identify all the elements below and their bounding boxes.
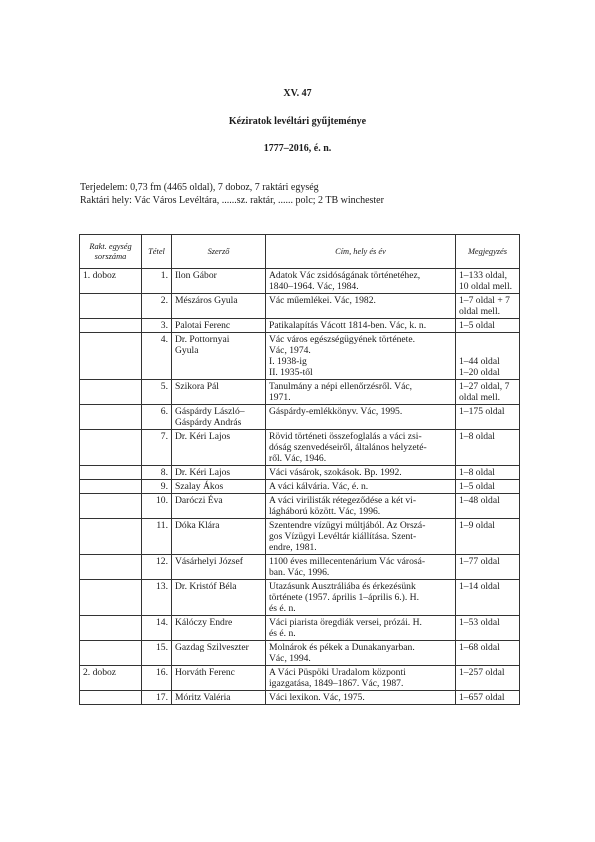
cell-box: 1. doboz [80,269,142,294]
cell-author-line: Dr. Pottornyai [175,334,230,345]
cell-title [266,641,456,666]
table-row [80,480,520,494]
cell-item-number: 11. [142,519,172,555]
cell-author [172,555,266,580]
cell-note [456,616,520,641]
cell-note-line: oldal mell. [459,306,501,317]
cell-author-line: Gáspárdy László– [175,406,245,417]
cell-note-line [459,345,516,356]
cell-note-line: oldal mell. [459,392,501,403]
cell-author [172,580,266,616]
cell-title-line: A váci kálvária. Vác, é. n. [269,481,369,492]
cell-item-number: 16. [142,666,172,691]
header-author: Szerző [172,235,266,269]
cell-title-line: II. 1935-től [269,367,313,378]
table-row [80,269,520,294]
cell-title-line: Váci piarista öregdiák versei, prózái. H. [269,617,422,628]
cell-note [456,519,520,555]
cell-title-line: Váci vásárok, szokások. Bp. 1992. [269,467,402,478]
cell-box [80,333,142,380]
inventory-table [79,234,520,705]
cell-author-line: Gazdag Szilveszter [175,642,249,653]
cell-box: 2. doboz [80,666,142,691]
cell-box [80,466,142,480]
table-row [80,494,520,519]
header-title: Cím, hely és év [266,235,456,269]
cell-note-line: 1–657 oldal [459,692,505,703]
cell-author [172,269,266,294]
table-body [80,269,520,705]
cell-author-line: Ilon Gábor [175,270,217,281]
cell-title [266,294,456,319]
cell-note [456,319,520,333]
cell-note-line: 1–68 oldal [459,642,500,653]
cell-item-number: 14. [142,616,172,641]
cell-title [266,616,456,641]
cell-title-line: ban. Vác, 1996. [269,567,330,578]
header-unit [80,235,142,269]
cell-box [80,405,142,430]
cell-author-line: Szalay Ákos [175,481,224,492]
extent-line: Terjedelem: 0,73 fm (4465 oldal), 7 doboz, 7 raktári egység [80,182,319,193]
cell-item-number: 13. [142,580,172,616]
header-unit-line: Rakt. egység [89,241,132,251]
cell-title [266,319,456,333]
cell-item-number: 3. [142,319,172,333]
cell-title-line: ről. Vác, 1946. [269,453,327,464]
cell-item-number: 9. [142,480,172,494]
cell-author [172,616,266,641]
cell-author-line: Szikora Pál [175,381,219,392]
cell-note [456,641,520,666]
cell-note-line: 1–5 oldal [459,320,495,331]
cell-box [80,580,142,616]
cell-note-line: 1–133 oldal, [459,270,507,281]
cell-note [456,666,520,691]
cell-note-line: 1–9 oldal [459,520,495,531]
cell-author-line: Daróczi Éva [175,495,223,506]
header-unit-line: sorszáma [94,251,127,261]
cell-note-line [459,334,516,345]
cell-title-line: Szentendre vízügyi múltjából. Az Orszá- [269,520,426,531]
cell-note [456,380,520,405]
cell-title-line: I. 1938-ig [269,356,307,367]
cell-title [266,580,456,616]
cell-title [266,405,456,430]
cell-box [80,380,142,405]
cell-author [172,494,266,519]
collection-dates: 1777–2016, é. n. [263,143,332,154]
cell-note-line: 1–53 oldal [459,617,500,628]
table-row [80,691,520,705]
table-row [80,580,520,616]
table-row [80,405,520,430]
cell-item-number: 4. [142,333,172,380]
cell-title-line: gos Vízügyi Levéltár kiállítása. Szent- [269,531,417,542]
cell-title-line: 1971. [269,392,291,403]
cell-title-line: A Váci Püspöki Uradalom központi [269,667,406,678]
cell-title [266,555,456,580]
cell-note [456,294,520,319]
table-row [80,555,520,580]
cell-item-number: 7. [142,430,172,466]
cell-item-number: 1. [142,269,172,294]
cell-title-line: dóság szenvedéseiről, általános helyzeté- [269,442,427,453]
cell-author [172,480,266,494]
cell-author-line: Vásárhelyi József [175,556,243,567]
cell-author [172,519,266,555]
cell-note [456,555,520,580]
cell-title-line: Vác, 1974. [269,345,311,356]
table-row [80,519,520,555]
table-header-row [80,235,520,269]
cell-author-line: Mészáros Gyula [175,295,238,306]
cell-title-line: Vác város egészségügyének története. [269,334,415,345]
cell-note-line: 1–8 oldal [459,431,495,442]
cell-author [172,319,266,333]
cell-note-line: 1–257 oldal [459,667,505,678]
cell-note-line: 1–14 oldal [459,581,500,592]
cell-note [456,466,520,480]
cell-note-line: 1–27 oldal, 7 [459,381,510,392]
table-row [80,616,520,641]
cell-box [80,294,142,319]
cell-note-line: 1–44 oldal [459,356,500,367]
cell-title-line: Vác műemlékei. Vác, 1982. [269,295,376,306]
cell-note [456,405,520,430]
cell-box [80,480,142,494]
cell-note [456,333,520,380]
table-row [80,641,520,666]
table-row [80,333,520,380]
table-row [80,466,520,480]
cell-author-line: Horváth Ferenc [175,667,235,678]
cell-title-line: Tanulmány a népi ellenőrzésről. Vác, [269,381,413,392]
cell-author-line: Móritz Valéria [175,692,231,703]
cell-title-line: 1100 éves millecentenárium Vác városá- [269,556,426,567]
cell-title-line: Molnárok és pékek a Dunakanyarban. [269,642,415,653]
cell-author-line: Dr. Kéri Lajos [175,467,231,478]
cell-title-line: lágháború között. Vác, 1996. [269,506,381,517]
cell-author [172,405,266,430]
cell-box [80,555,142,580]
cell-title [266,466,456,480]
table-row [80,666,520,691]
cell-note-line: 1–175 oldal [459,406,505,417]
cell-title-line: és é. n. [269,603,296,614]
cell-title-line: 1840–1964. Vác, 1984. [269,281,359,292]
cell-box [80,616,142,641]
cell-title [266,480,456,494]
cell-author [172,666,266,691]
cell-note-line: 1–7 oldal + 7 [459,295,510,306]
table-row [80,294,520,319]
cell-note [456,580,520,616]
cell-title [266,430,456,466]
cell-title-line: Gáspárdy-emlékkönyv. Vác, 1995. [269,406,403,417]
cell-note-line: 10 oldal mell. [459,281,513,292]
cell-item-number: 5. [142,380,172,405]
cell-title [266,691,456,705]
header-item: Tétel [142,235,172,269]
storage-location-line: Raktári hely: Vác Város Levéltára, ......sz. raktár, ...... polc; 2 TB winchester [80,195,384,206]
cell-note [456,691,520,705]
cell-item-number: 15. [142,641,172,666]
cell-item-number: 10. [142,494,172,519]
cell-title-line: Utazásunk Ausztráliába és érkezésünk [269,581,416,592]
cell-title-line: A váci virilisták rétegeződése a két vi- [269,495,417,506]
cell-title-line: Vác, 1994. [269,653,311,664]
cell-note-line: 1–48 oldal [459,495,500,506]
cell-item-number: 2. [142,294,172,319]
cell-item-number: 8. [142,466,172,480]
cell-title-line: endre, 1981. [269,542,317,553]
cell-item-number: 17. [142,691,172,705]
cell-title-line: Adatok Vác zsidóságának történetéhez, [269,270,421,281]
cell-author [172,691,266,705]
cell-title [266,333,456,380]
cell-item-number: 12. [142,555,172,580]
cell-author [172,430,266,466]
cell-author-line: Dr. Kéri Lajos [175,431,231,442]
cell-author [172,641,266,666]
cell-author-line: Gáspárdy András [175,417,242,428]
cell-author [172,333,266,380]
cell-title [266,269,456,294]
cell-title-line: Patikalapítás Vácott 1814-ben. Vác, k. n. [269,320,427,331]
cell-box [80,319,142,333]
cell-title-line: Rövid történeti összefoglalás a váci zsi- [269,431,422,442]
table-row [80,380,520,405]
cell-note-line: 1–20 oldal [459,367,500,378]
cell-box [80,430,142,466]
collection-code: XV. 47 [283,88,312,99]
cell-box [80,494,142,519]
collection-title: Kéziratok levéltári gyűjteménye [228,116,367,127]
table-row [80,430,520,466]
cell-title [266,380,456,405]
cell-title-line: igazgatása, 1849–1867. Vác, 1987. [269,678,404,689]
cell-note-line: 1–77 oldal [459,556,500,567]
cell-title-line: Váci lexikon. Vác, 1975. [269,692,365,703]
cell-box [80,641,142,666]
cell-title [266,666,456,691]
header-note: Megjegyzés [456,235,520,269]
cell-author [172,294,266,319]
cell-item-number: 6. [142,405,172,430]
cell-title [266,494,456,519]
cell-note [456,269,520,294]
cell-box [80,691,142,705]
cell-author-line: Gyula [175,345,199,356]
table-row [80,319,520,333]
cell-author [172,466,266,480]
cell-author-line: Kálóczy Endre [175,617,233,628]
cell-author-line: Dóka Klára [175,520,220,531]
cell-author-line: Palotai Ferenc [175,320,231,331]
cell-note-line: 1–5 oldal [459,481,495,492]
cell-note-line: 1–8 oldal [459,467,495,478]
cell-note [456,494,520,519]
cell-box [80,519,142,555]
cell-note [456,430,520,466]
cell-author-line: Dr. Kristóf Béla [175,581,237,592]
cell-title-line: története (1957. április 1–április 6.). H. [269,592,420,603]
cell-note [456,480,520,494]
cell-title-line: és é. n. [269,628,296,639]
cell-title [266,519,456,555]
cell-author [172,380,266,405]
